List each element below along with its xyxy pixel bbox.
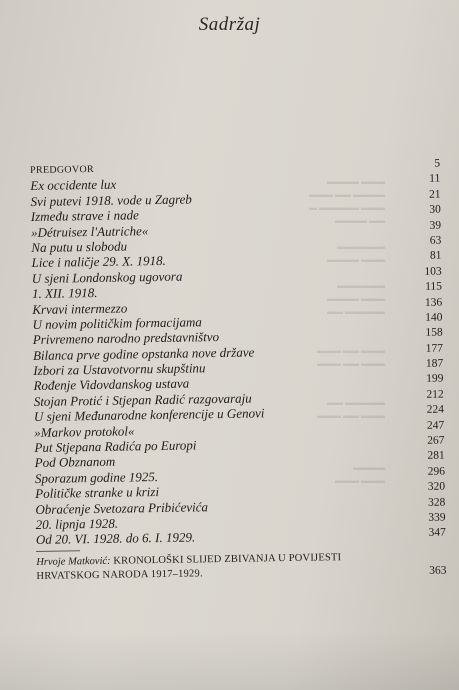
toc-appendix-entry [36,549,447,603]
toc-entry-title: Obraćenje Svetozara Pribićevića [35,498,209,517]
toc-entry-title: »Markov protokol« [34,423,135,440]
appendix-page-number: 363 [429,564,447,577]
toc-entry-page-number: 328 [428,496,446,509]
toc-entry-title: Između strave i nade [30,207,139,225]
toc-entry-title: Rođenje Vidovdanskog ustava [33,375,190,394]
toc-entry-title: 1. XII. 1918. [31,285,98,302]
toc-entry-title: Izbori za Ustavotvornu skupštinu [33,360,206,379]
toc-entry-page-number: 281 [427,449,445,463]
appendix-title-part1: KRONOLOŠKI SLIJED ZBIVANJA U POVIJESTI [113,551,342,567]
toc-entry-page-number: 320 [427,480,446,493]
page-shadow [0,630,459,690]
toc-entry-page-number: 212 [426,388,444,401]
toc-entry-title: PREDGOVOR [30,163,95,176]
toc-entry-title: U sjeni Londonskog ugovora [31,268,183,286]
toc-entry-title: Krvavi intermezzo [32,300,128,317]
toc-entry-title: Ex occidente lux [30,177,117,194]
toc-entry-title: Lice i naličje 29. X. 1918. [31,253,166,271]
toc-entry-page-number: 115 [425,280,443,293]
toc-entry-page-number: 81 [429,249,442,263]
toc-entry-title: Sporazum godine 1925. [34,468,159,486]
toc-entry-title: U novim političkim formacijama [32,314,202,332]
toc-entry-page-number: 136 [424,296,443,309]
toc-entry-page-number: 267 [427,434,445,447]
toc-entry-page-number: 158 [425,326,443,340]
toc-entry-title: 20. lipnja 1928. [35,515,119,532]
toc-entry-page-number: 224 [426,403,445,417]
toc-entry-title: »Détruisez l'Autriche« [30,222,149,240]
toc-entry-page-number: 103 [424,265,442,278]
toc-entry-page-number: 39 [429,219,442,232]
toc-entry-title: Od 20. VI. 1928. do 6. I. 1929. [35,529,196,548]
toc-entry-page-number: 5 [434,157,441,170]
appendix-title-line2: HRVATSKOG NARODA 1917–1929. [36,568,203,582]
toc-entry-page-number: 347 [428,526,446,540]
toc-entry-page-number: 63 [429,234,442,247]
toc-entry-page-number: 177 [425,342,444,355]
toc-entry-title: Put Stjepana Radića po Europi [34,437,197,455]
toc-entry-title: Privremeno narodno predstavništvo [32,329,220,348]
toc-entry-title: Stojan Protić i Stjepan Radić razgovaraju [33,390,252,409]
toc-entry-title: Bilanca prve godine opstanka nove države [32,344,255,363]
toc-entry-page-number: 11 [429,172,441,186]
toc-entry-title: Pod Obznanom [34,454,116,471]
toc-entry-page-number: 247 [426,419,445,432]
show-through-text: ▬▬▬ ▬▬▬▬ ▬▬▬▬ ▬▬ ▬▬▬ ▬▬▬ ▬▬▬▬▬ ▬ ▬▬ ▬▬▬▬ ▬▬▬▬▬▬ ▬▬▬ ▬▬▬▬ ▬▬▬▬▬▬ ▬▬▬ ▬▬▬▬ ▬▬▬▬▬ ▬▬ ▬▬▬ ▬▬ ▬▬▬ ▬▬▬ ▬▬ ▬▬▬ ▬▬▬▬▬ ▬▬ ▬▬▬ ▬▬ ▬▬▬ ▬▬▬▬ ▬▬▬ ▬▬▬ [309,177,385,485]
page-title: Sadržaj [198,14,261,35]
toc-entry-title: Svi putevi 1918. vode u Zagreb [30,191,192,209]
toc-entry-page-number: 30 [429,203,441,216]
toc-entry-page-number: 296 [427,465,445,478]
toc-entry-page-number: 140 [425,311,443,324]
toc-entry-title: Na putu u slobodu [31,238,128,255]
appendix-author: Hrvoje Matković: [36,555,111,568]
toc-entry-title: U sjeni Međunarodne konferencije u Genovi [33,405,265,425]
divider [36,550,80,552]
toc-entry-title: Političke stranke u krizi [35,484,160,502]
toc-entry-page-number: 187 [425,357,444,370]
table-of-contents [30,157,447,604]
toc-list [30,157,446,548]
toc-entry-page-number: 21 [428,188,441,201]
appendix-title-line1 [36,551,341,568]
toc-entry-page-number: 199 [426,373,444,386]
toc-entry-page-number: 339 [428,511,446,524]
